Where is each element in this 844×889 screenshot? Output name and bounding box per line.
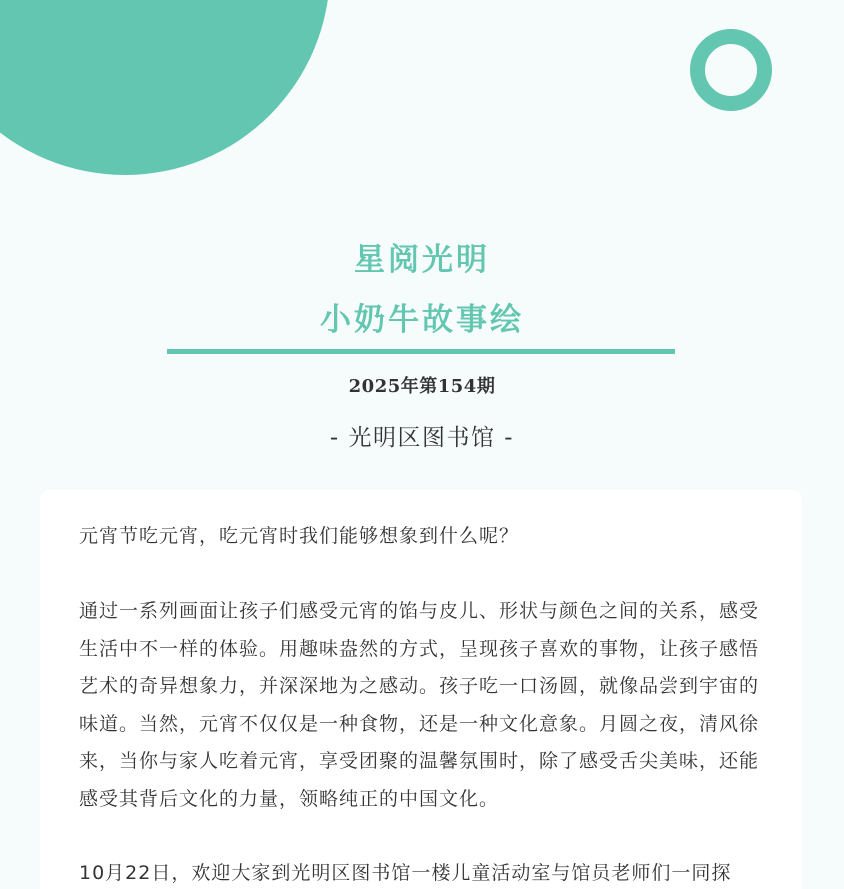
page-title-line-1: 星阅光明 [354, 242, 490, 278]
issue-number: 2025年第154期 [348, 376, 496, 397]
decorative-circle-icon [0, 0, 330, 175]
article-paragraph-body: 通过一系列画面让孩子们感受元宵的馅与皮儿、形状与颜色之间的关系，感受生活中不一样的体验。用趣味盎然的方式，呈现孩子喜欢的事物，让孩子感悟艺术的奇异想象力，并深深地为之感动。孩子吃一口汤圆，就像品尝到宇宙的味道。当然，元宵不仅仅是一种食物，还是一种文化意象。月圆之夜，清风徐来，当你与家人吃着元宵，享受团聚的温馨氛围时，除了感受舌尖美味，还能感受其背后文化的力量，领略纯正的中国文化。 [79, 600, 760, 810]
title-divider [167, 349, 675, 354]
library-name: - 光明区图书馆 - [329, 425, 515, 451]
article-paragraph-event: 10月22日，欢迎大家到光明区图书馆一楼儿童活动室与馆员老师们一同探 [79, 862, 732, 884]
article-paragraph-intro: 元宵节吃元宵，吃元宵时我们能够想象到什么呢？ [79, 525, 520, 547]
page-title-line-2: 小奶牛故事绘 [320, 302, 524, 338]
decorative-ring-icon [690, 29, 772, 111]
